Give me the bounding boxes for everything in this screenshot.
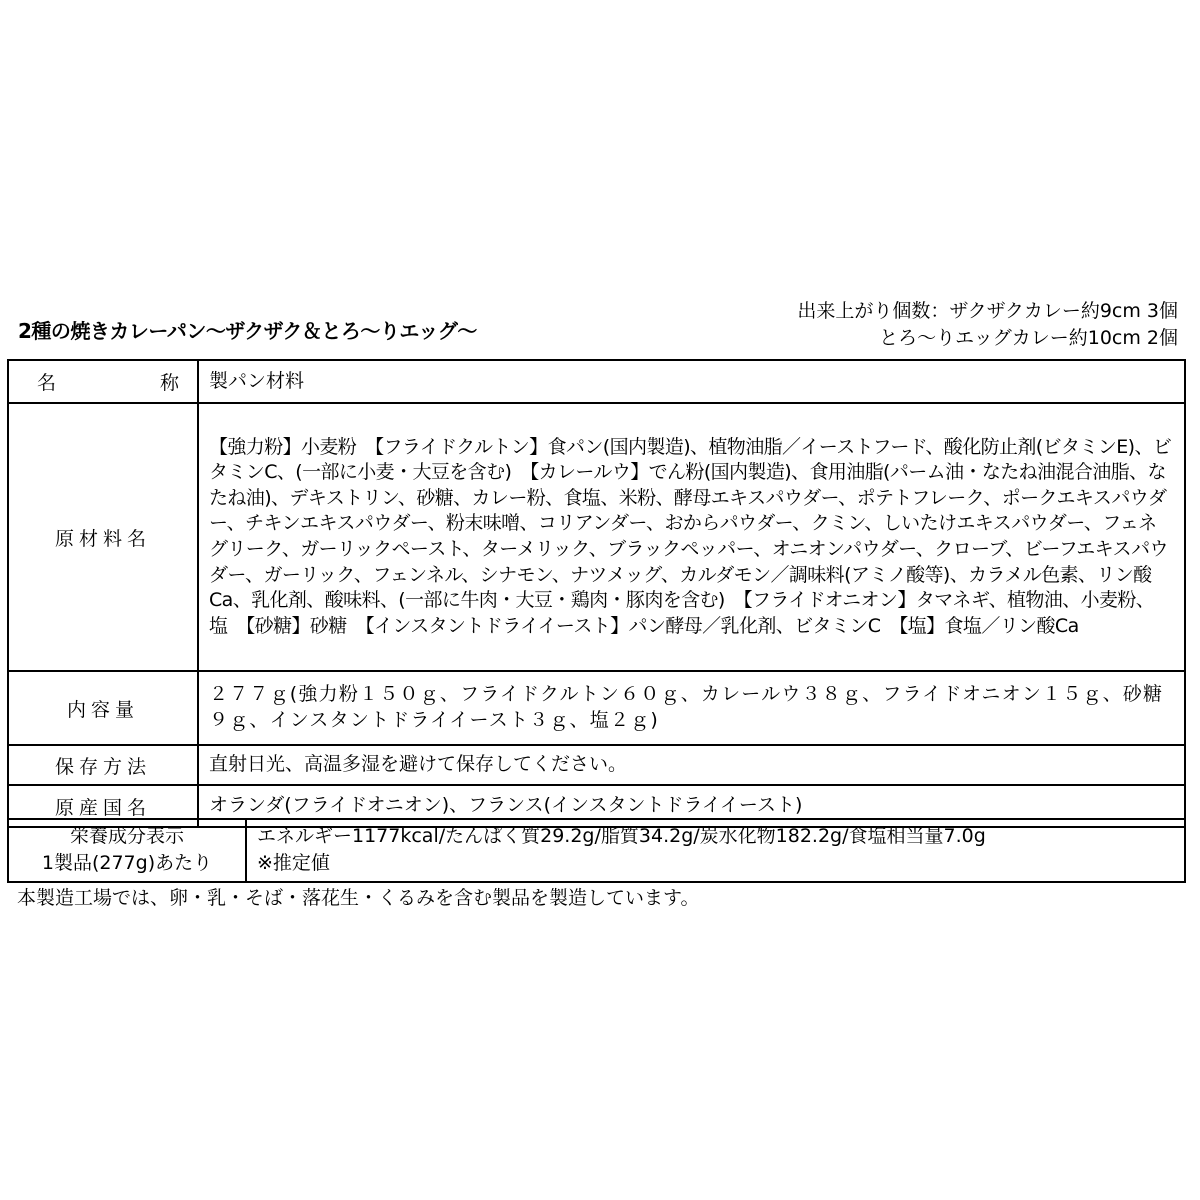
ingredients-label: 原材料名 bbox=[8, 403, 198, 671]
spec-row-ingredients bbox=[8, 403, 1185, 671]
yield-line-crunchy: 出来上がり個数：ザクザクカレー約9cm 3個 bbox=[797, 300, 1178, 322]
product-spec-table bbox=[7, 359, 1186, 828]
product-title: 2種の焼きカレーパン〜ザクザク＆とろ〜りエッグ〜 bbox=[18, 319, 477, 343]
origin-label: 原産国名 bbox=[8, 785, 198, 827]
yield-info bbox=[797, 298, 1178, 352]
spec-row-contents bbox=[8, 671, 1185, 745]
ingredients-value: 【強力粉】小麦粉 【フライドクルトン】食パン(国内製造)、植物油脂／イーストフード、酸化防止剤(ビタミンE)、ビタミンC、(一部に小麦・大豆を含む) 【カレールウ】でん粉(国内製造)、食用油脂(パーム油・なたね油混合油脂、なたね油)、デキストリン、砂糖、カレー粉、食塩、米粉、酵母エキスパウダー、ポテトフレーク、ポークエキスパウダー、チキンエキスパウダー、粉末味噌、コリアンダー、おからパウダー、クミン、しいたけエキスパウダー、フェネグリーク、ガーリックペースト、ターメリック、ブラックペッパー、オニオンパウダー、クローブ、ビーフエキスパウダー、ガーリック、フェンネル、シナモン、ナツメッグ、カルダモン／調味料(アミノ酸等)、カラメル色素、リン酸Ca、乳化剤、酸味料、(一部に牛肉・大豆・鶏肉・豚肉を含む) 【フライドオニオン】タマネギ、植物油、小麦粉、塩 【砂糖】砂糖 【インスタントドライイースト】パン酵母／乳化剤、ビタミンC 【塩】食塩／リン酸Ca bbox=[198, 403, 1185, 671]
nutrition-label-serving: 1製品(277g)あたり bbox=[41, 852, 213, 874]
nutrition-row bbox=[8, 819, 1185, 882]
nutrition-value bbox=[246, 819, 1185, 882]
nutrition-facts: エネルギー1177kcal/たんぱく質29.2g/脂質34.2g/炭水化物182.2g/食塩相当量7.0g bbox=[257, 825, 986, 847]
yield-line-egg: とろ〜りエッグカレー約10cm 2個 bbox=[879, 327, 1178, 349]
name-label: 名 称 bbox=[8, 360, 198, 403]
nutrition-label-title: 栄養成分表示 bbox=[69, 825, 184, 847]
name-value: 製パン材料 bbox=[198, 360, 1185, 403]
allergen-factory-note: 本製造工場では、卵・乳・そば・落花生・くるみを含む製品を製造しています。 bbox=[17, 887, 700, 909]
storage-label: 保存方法 bbox=[8, 745, 198, 785]
spec-row-storage bbox=[8, 745, 1185, 785]
nutrition-label bbox=[8, 819, 246, 882]
storage-value: 直射日光、高温多湿を避けて保存してください。 bbox=[198, 745, 1185, 785]
nutrition-estimate-note: ※推定値 bbox=[257, 852, 330, 874]
contents-value: ２７７ｇ(強力粉１５０ｇ、フライドクルトン６０ｇ、カレールウ３８ｇ、フライドオニオン１５ｇ、砂糖９ｇ、インスタントドライイースト３ｇ、塩２ｇ) bbox=[198, 671, 1185, 745]
spec-row-name bbox=[8, 360, 1185, 403]
contents-label: 内容量 bbox=[8, 671, 198, 745]
nutrition-table bbox=[7, 818, 1186, 883]
origin-value: オランダ(フライドオニオン)、フランス(インスタントドライイースト) bbox=[198, 785, 1185, 827]
